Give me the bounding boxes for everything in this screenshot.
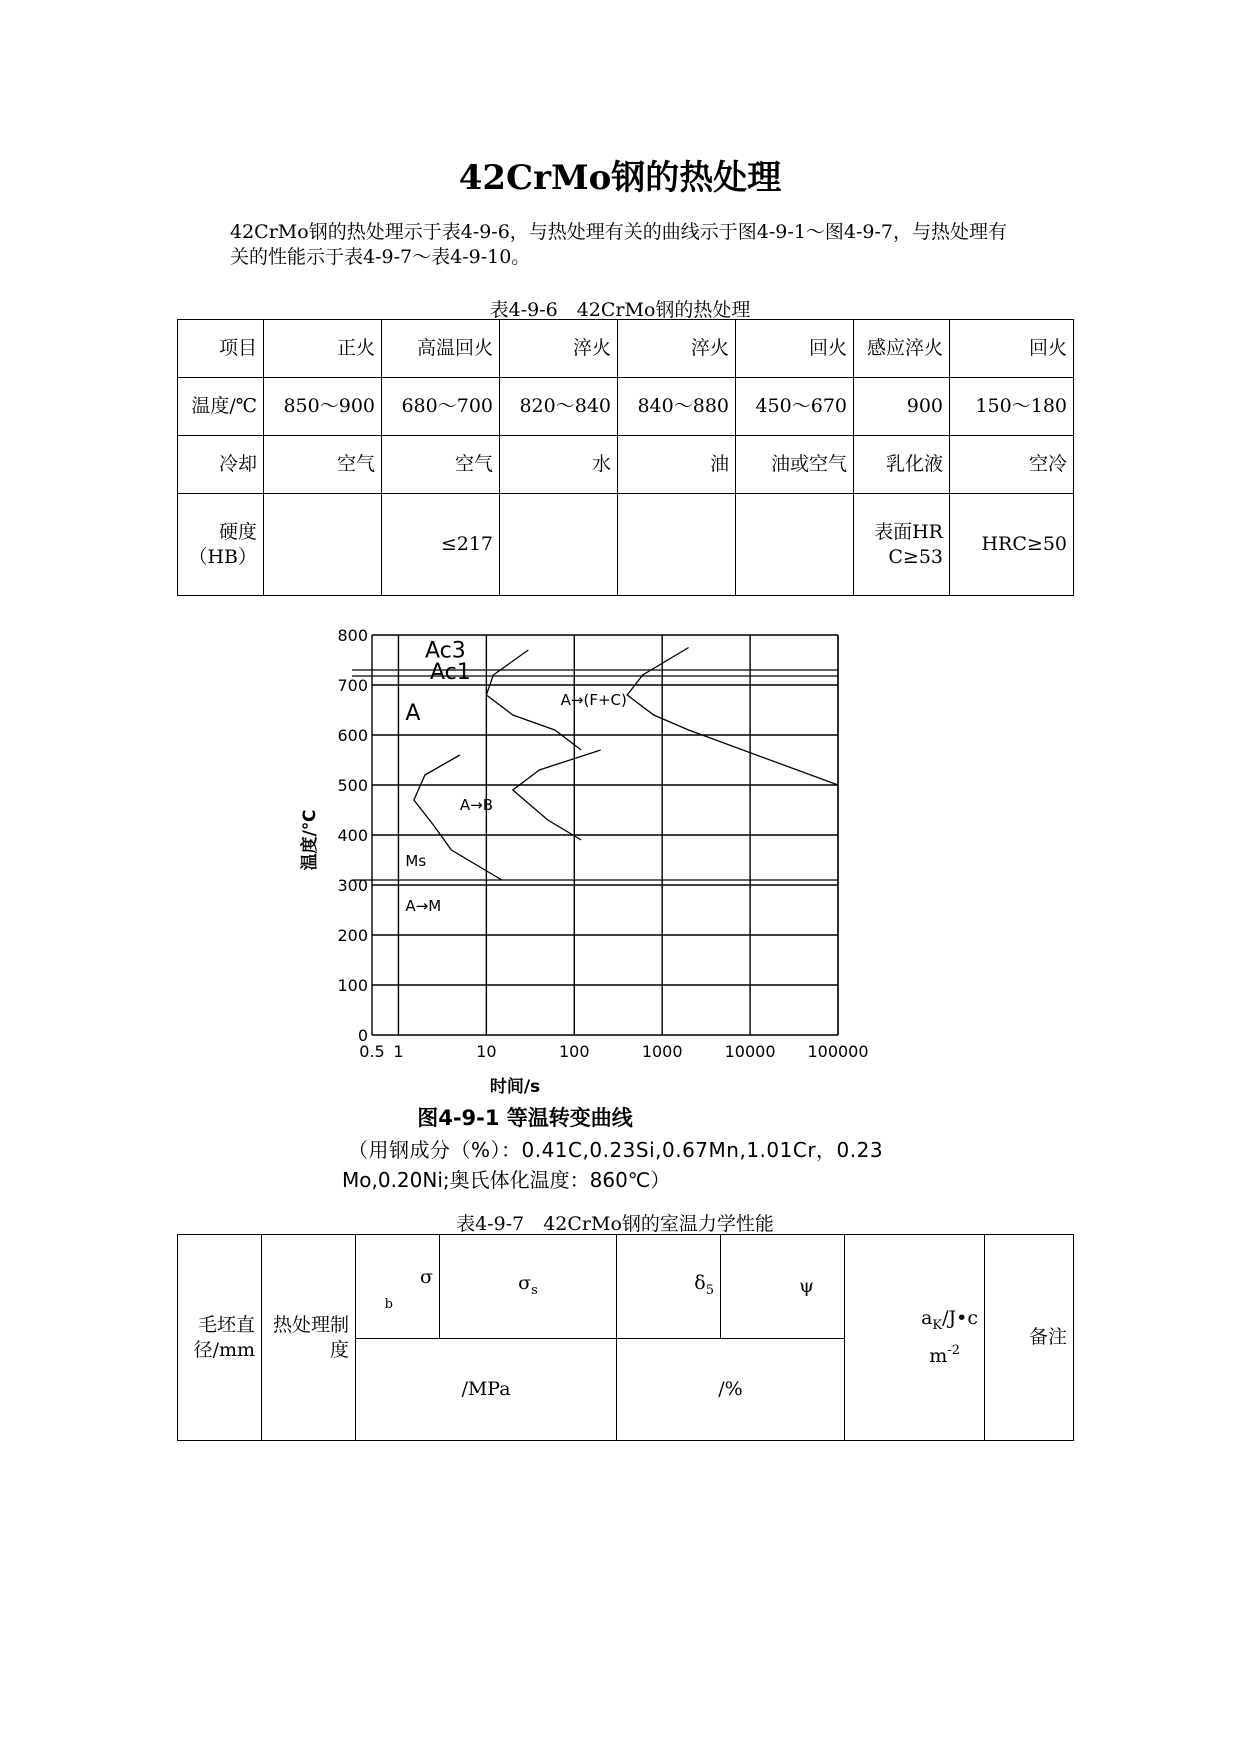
table-cell: 空冷 [950,436,1074,494]
header-cell: 感应淬火 [854,320,950,378]
header-tensile-strength [356,1235,440,1339]
ak-unit-head: /J•c [942,1307,978,1330]
row-label-cooling: 冷却 [178,436,264,494]
sigma-b-subscript: b [384,1297,393,1312]
table-cell: HRC≥50 [950,494,1074,596]
region-label: A→B [459,796,494,814]
y-tick-label: 800 [337,626,368,645]
figure-composition-line2: Mo,0.20Ni;奥氏体化温度：860℃） [342,1168,671,1192]
table-cell: 乳化液 [854,436,950,494]
table1-caption: 表4-9-6 42CrMo钢的热处理 [489,299,751,321]
y-tick-label: 600 [337,726,368,745]
y-tick-label: 100 [337,976,368,995]
x-tick-label: 10000 [724,1042,776,1061]
y-tick-label: 400 [337,826,368,845]
transformation-curve [627,648,838,786]
table-cell [618,494,736,596]
unit-mpa: /MPa [356,1339,617,1441]
region-labels [405,639,626,916]
header-remarks: 备注 [985,1235,1074,1441]
region-label: A→(F+C) [560,691,627,709]
y-tick-label: 500 [337,776,368,795]
x-tick-label: 100 [559,1042,590,1061]
region-label: A [405,701,421,726]
table-cell: 680～700 [382,378,500,436]
header-cell: 正火 [264,320,382,378]
y-tick-label: 200 [337,926,368,945]
table-cell: 水 [500,436,618,494]
table-cell: 840～880 [618,378,736,436]
table-cell: 空气 [382,436,500,494]
table-cell [736,494,854,596]
y-axis-label: 温度/℃ [300,809,320,871]
region-label: A→M [405,897,442,915]
ak-subscript: K [932,1318,943,1334]
header-cell: 回火 [950,320,1074,378]
unit-percent: /% [617,1339,845,1441]
table-cell [264,494,382,596]
y-tick-label: 700 [337,676,368,695]
transformation-curves [414,648,838,881]
transformation-curve [414,755,502,880]
table-cell: 850～900 [264,378,382,436]
x-tick-label: 1000 [641,1042,683,1061]
x-tick-label: 100000 [807,1042,869,1061]
row-label-temperature: 温度/℃ [178,378,264,436]
table-cell: 表面HRC≥53 [854,494,950,596]
header-cell: 项目 [178,320,264,378]
table-cell: 450～670 [736,378,854,436]
table-cell [500,494,618,596]
y-tick-label: 0 [357,1026,368,1045]
ak-unit-tail: m [929,1344,948,1367]
x-axis-label: 时间/s [489,1077,541,1097]
table-cell: 820～840 [500,378,618,436]
intro-line-1: 42CrMo钢的热处理示于表4-9-6，与热处理有关的曲线示于图4-9-1～图4-9-7，与热处理有 [230,221,1008,243]
x-tick-label: 10 [476,1042,497,1061]
header-reduction-of-area: ψ [721,1235,845,1339]
region-label: Ac1 [430,660,471,685]
region-label: Ac3 [425,638,466,664]
heat-treatment-table [177,319,1074,596]
transformation-curve [513,750,601,840]
delta-5-subscript: 5 [705,1282,714,1298]
delta-5-symbol: δ [694,1271,706,1294]
table-cell: ≤217 [382,494,500,596]
ak-symbol: a [921,1307,933,1330]
y-tick-label: 300 [337,876,368,895]
ak-unit-sup: -2 [947,1343,960,1359]
intro-line-2: 关的性能示于表4-9-7～表4-9-10。 [230,246,531,268]
x-tick-label: 1 [393,1042,404,1061]
header-yield-strength [440,1235,617,1339]
header-heat-process: 热处理制度 [262,1235,356,1441]
header-impact-toughness [845,1235,985,1441]
intro-paragraph [188,220,1068,270]
table-cell: 150～180 [950,378,1074,436]
x-tick-label: 0.5 [359,1042,385,1061]
table-cell: 油或空气 [736,436,854,494]
table-cell: 空气 [264,436,382,494]
region-label: Ms [405,852,427,870]
header-cell: 回火 [736,320,854,378]
header-cell: 淬火 [618,320,736,378]
table2-caption: 表4-9-7 42CrMo钢的室温力学性能 [456,1213,774,1235]
header-cell: 淬火 [500,320,618,378]
row-label-hardness: 硬度（HB） [178,494,264,596]
mechanical-properties-table [177,1234,1074,1441]
ttt-chart [290,600,880,1100]
table-cell: 油 [618,436,736,494]
figure-caption: 图4-9-1 等温转变曲线 [417,1106,633,1130]
sigma-b-symbol: σ [420,1266,433,1288]
header-blank-diameter: 毛坯直径/mm [178,1235,262,1441]
page-title: 42CrMo钢的热处理 [458,158,782,198]
sigma-s-subscript: s [531,1282,538,1298]
header-elongation [617,1235,721,1339]
table-cell: 900 [854,378,950,436]
sigma-s-symbol: σ [518,1271,532,1294]
header-cell: 高温回火 [382,320,500,378]
figure-composition-line1: （用钢成分（%）：0.41C,0.23Si,0.67Mn,1.01Cr，0.23 [348,1138,884,1162]
